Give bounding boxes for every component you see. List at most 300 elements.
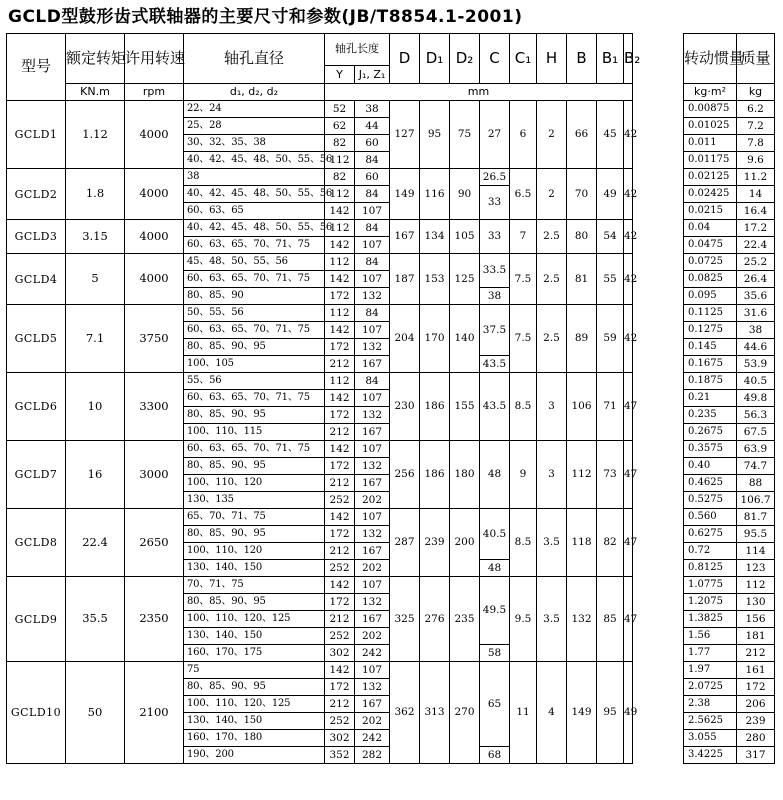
dim-D: 325 xyxy=(390,577,420,662)
spec-table xyxy=(6,33,775,764)
dim-D: 230 xyxy=(390,373,420,441)
dim-B2: 47 xyxy=(624,509,633,577)
column-gap xyxy=(633,526,684,543)
allowed-speed: 3000 xyxy=(125,441,184,509)
dim-D: 127 xyxy=(390,101,420,169)
column-gap xyxy=(633,237,684,254)
table-row xyxy=(7,220,775,237)
dim-B1: 85 xyxy=(597,577,624,662)
moment-of-inertia: 1.77 xyxy=(684,645,737,662)
length-Y: 142 xyxy=(325,237,355,254)
length-Y: 172 xyxy=(325,458,355,475)
length-Y: 172 xyxy=(325,339,355,356)
dim-D2: 155 xyxy=(450,373,480,441)
allowed-speed: 3300 xyxy=(125,373,184,441)
bore-diameters: 38 xyxy=(184,169,325,186)
header-D: D xyxy=(390,34,420,84)
length-Y: 112 xyxy=(325,220,355,237)
dim-H: 2.5 xyxy=(537,305,567,373)
bore-diameters: 60、63、65、70、71、75 xyxy=(184,322,325,339)
dim-B: 70 xyxy=(567,169,597,220)
header-speed-unit: rpm xyxy=(125,84,184,101)
dim-B2: 47 xyxy=(624,441,633,509)
bore-diameters: 40、42、45、48、50、55、56 xyxy=(184,186,325,203)
rated-torque: 50 xyxy=(66,662,125,764)
column-gap xyxy=(633,152,684,169)
model-name: GCLD9 xyxy=(7,577,66,662)
bore-diameters: 60、63、65 xyxy=(184,203,325,220)
moment-of-inertia: 0.0215 xyxy=(684,203,737,220)
dim-D1: 186 xyxy=(420,441,450,509)
dim-B2: 42 xyxy=(624,169,633,220)
bore-diameters: 130、140、150 xyxy=(184,628,325,645)
bore-diameters: 160、170、175 xyxy=(184,645,325,662)
moment-of-inertia: 0.145 xyxy=(684,339,737,356)
dim-B1: 59 xyxy=(597,305,624,373)
dim-D2: 75 xyxy=(450,101,480,169)
dim-C: 48 xyxy=(480,441,510,509)
length-J1Z1: 242 xyxy=(355,645,390,662)
dim-D1: 95 xyxy=(420,101,450,169)
model-name: GCLD7 xyxy=(7,441,66,509)
moment-of-inertia: 0.02125 xyxy=(684,169,737,186)
length-J1Z1: 132 xyxy=(355,288,390,305)
length-Y: 172 xyxy=(325,679,355,696)
moment-of-inertia: 0.0825 xyxy=(684,271,737,288)
column-gap xyxy=(633,424,684,441)
mass: 172 xyxy=(737,679,775,696)
header-C1: C₁ xyxy=(510,34,537,84)
bore-diameters: 60、63、65、70、71、75 xyxy=(184,441,325,458)
column-gap xyxy=(633,628,684,645)
dim-D: 287 xyxy=(390,509,420,577)
length-Y: 82 xyxy=(325,135,355,152)
dim-D: 149 xyxy=(390,169,420,220)
length-J1Z1: 242 xyxy=(355,730,390,747)
dim-B: 106 xyxy=(567,373,597,441)
length-Y: 82 xyxy=(325,169,355,186)
mass: 49.8 xyxy=(737,390,775,407)
mass: 81.7 xyxy=(737,509,775,526)
dim-C1: 6.5 xyxy=(510,169,537,220)
mass: 6.2 xyxy=(737,101,775,118)
moment-of-inertia: 0.21 xyxy=(684,390,737,407)
length-Y: 212 xyxy=(325,611,355,628)
length-Y: 172 xyxy=(325,594,355,611)
length-Y: 112 xyxy=(325,186,355,203)
model-name: GCLD2 xyxy=(7,169,66,220)
length-Y: 172 xyxy=(325,288,355,305)
rated-torque: 22.4 xyxy=(66,509,125,577)
dim-D: 256 xyxy=(390,441,420,509)
length-J1Z1: 84 xyxy=(355,152,390,169)
dim-B2: 49 xyxy=(624,662,633,764)
column-gap xyxy=(633,118,684,135)
header-model: 型号 xyxy=(7,34,66,101)
dim-D: 204 xyxy=(390,305,420,373)
dim-C1: 9 xyxy=(510,441,537,509)
dim-B1: 82 xyxy=(597,509,624,577)
moment-of-inertia: 1.3825 xyxy=(684,611,737,628)
bore-diameters: 100、110、120 xyxy=(184,543,325,560)
length-Y: 112 xyxy=(325,254,355,271)
dim-D2: 105 xyxy=(450,220,480,254)
mass: 56.3 xyxy=(737,407,775,424)
header-Y: Y xyxy=(325,66,355,84)
column-gap xyxy=(633,645,684,662)
length-J1Z1: 132 xyxy=(355,594,390,611)
dim-H: 2 xyxy=(537,169,567,220)
mass: 212 xyxy=(737,645,775,662)
length-Y: 62 xyxy=(325,118,355,135)
length-J1Z1: 132 xyxy=(355,339,390,356)
allowed-speed: 4000 xyxy=(125,101,184,169)
dim-D1: 134 xyxy=(420,220,450,254)
column-gap xyxy=(633,713,684,730)
model-name: GCLD6 xyxy=(7,373,66,441)
mass: 7.2 xyxy=(737,118,775,135)
allowed-speed: 4000 xyxy=(125,169,184,220)
rated-torque: 1.12 xyxy=(66,101,125,169)
column-gap xyxy=(633,135,684,152)
length-J1Z1: 107 xyxy=(355,662,390,679)
dim-B1: 55 xyxy=(597,254,624,305)
bore-diameters: 40、42、45、48、50、55、56 xyxy=(184,220,325,237)
length-Y: 142 xyxy=(325,662,355,679)
length-Y: 142 xyxy=(325,271,355,288)
moment-of-inertia: 0.011 xyxy=(684,135,737,152)
header-bore: 轴孔直径 xyxy=(184,34,325,84)
bore-diameters: 40、42、45、48、50、55、56 xyxy=(184,152,325,169)
dim-C: 43.5 xyxy=(480,356,510,373)
dim-C: 33 xyxy=(480,186,510,220)
dim-C1: 7.5 xyxy=(510,254,537,305)
dim-D2: 235 xyxy=(450,577,480,662)
length-J1Z1: 167 xyxy=(355,543,390,560)
dim-B1: 95 xyxy=(597,662,624,764)
mass: 44.6 xyxy=(737,339,775,356)
dim-B2: 42 xyxy=(624,254,633,305)
moment-of-inertia: 0.01175 xyxy=(684,152,737,169)
moment-of-inertia: 0.095 xyxy=(684,288,737,305)
column-gap xyxy=(633,254,684,271)
length-J1Z1: 132 xyxy=(355,679,390,696)
length-Y: 142 xyxy=(325,322,355,339)
column-gap xyxy=(633,322,684,339)
dim-C: 27 xyxy=(480,101,510,169)
moment-of-inertia: 1.2075 xyxy=(684,594,737,611)
mass: 280 xyxy=(737,730,775,747)
column-gap xyxy=(633,679,684,696)
length-J1Z1: 167 xyxy=(355,475,390,492)
moment-of-inertia: 3.4225 xyxy=(684,747,737,764)
length-Y: 302 xyxy=(325,730,355,747)
dim-B2: 47 xyxy=(624,373,633,441)
header-D1: D₁ xyxy=(420,34,450,84)
length-J1Z1: 167 xyxy=(355,696,390,713)
bore-diameters: 22、24 xyxy=(184,101,325,118)
moment-of-inertia: 0.04 xyxy=(684,220,737,237)
dim-C: 37.5 xyxy=(480,305,510,356)
dim-D2: 270 xyxy=(450,662,480,764)
rated-torque: 5 xyxy=(66,254,125,305)
header-speed: 许用转速 xyxy=(125,34,184,84)
allowed-speed: 2650 xyxy=(125,509,184,577)
length-J1Z1: 132 xyxy=(355,407,390,424)
mass: 22.4 xyxy=(737,237,775,254)
bore-diameters: 80、85、90、95 xyxy=(184,526,325,543)
length-J1Z1: 167 xyxy=(355,424,390,441)
table-row xyxy=(7,577,775,594)
length-J1Z1: 84 xyxy=(355,186,390,203)
bore-diameters: 100、105 xyxy=(184,356,325,373)
moment-of-inertia: 0.1125 xyxy=(684,305,737,322)
dim-B1: 71 xyxy=(597,373,624,441)
column-gap xyxy=(633,407,684,424)
mass: 88 xyxy=(737,475,775,492)
mass: 53.9 xyxy=(737,356,775,373)
length-Y: 212 xyxy=(325,424,355,441)
length-J1Z1: 84 xyxy=(355,373,390,390)
dim-D1: 313 xyxy=(420,662,450,764)
column-gap xyxy=(633,475,684,492)
mass: 95.5 xyxy=(737,526,775,543)
column-gap xyxy=(633,730,684,747)
bore-diameters: 50、55、56 xyxy=(184,305,325,322)
model-name: GCLD3 xyxy=(7,220,66,254)
dim-C: 68 xyxy=(480,747,510,764)
bore-diameters: 80、85、90、95 xyxy=(184,339,325,356)
length-Y: 252 xyxy=(325,713,355,730)
length-Y: 252 xyxy=(325,492,355,509)
dim-C1: 6 xyxy=(510,101,537,169)
model-name: GCLD5 xyxy=(7,305,66,373)
header-inertia: 转动惯量 xyxy=(684,34,737,84)
spec-table-container xyxy=(6,33,775,764)
length-J1Z1: 44 xyxy=(355,118,390,135)
moment-of-inertia: 0.3575 xyxy=(684,441,737,458)
dim-B2: 47 xyxy=(624,577,633,662)
allowed-speed: 2350 xyxy=(125,577,184,662)
dim-C: 33 xyxy=(480,220,510,254)
dim-D1: 276 xyxy=(420,577,450,662)
moment-of-inertia: 0.0475 xyxy=(684,237,737,254)
dim-H: 3.5 xyxy=(537,577,567,662)
dim-B: 149 xyxy=(567,662,597,764)
bore-diameters: 100、110、115 xyxy=(184,424,325,441)
column-gap xyxy=(633,271,684,288)
table-row xyxy=(7,509,775,526)
moment-of-inertia: 0.235 xyxy=(684,407,737,424)
dim-B2: 42 xyxy=(624,101,633,169)
dim-B: 81 xyxy=(567,254,597,305)
table-row xyxy=(7,254,775,271)
page-title: GCLD型鼓形齿式联轴器的主要尺寸和参数(JB/T8854.1-2001) xyxy=(8,7,523,27)
dim-H: 2 xyxy=(537,101,567,169)
column-gap xyxy=(633,492,684,509)
moment-of-inertia: 0.1275 xyxy=(684,322,737,339)
bore-diameters: 80、85、90、95 xyxy=(184,407,325,424)
header-bore-length: 轴孔长度 xyxy=(325,34,390,66)
bore-diameters: 130、140、150 xyxy=(184,713,325,730)
bore-diameters: 100、110、120 xyxy=(184,475,325,492)
length-J1Z1: 38 xyxy=(355,101,390,118)
length-Y: 112 xyxy=(325,373,355,390)
header-gap xyxy=(633,34,684,101)
dim-C: 49.5 xyxy=(480,577,510,645)
header-C: C xyxy=(480,34,510,84)
dim-D2: 180 xyxy=(450,441,480,509)
dim-D2: 200 xyxy=(450,509,480,577)
header-mass: 质量 xyxy=(737,34,775,84)
length-J1Z1: 84 xyxy=(355,305,390,322)
bore-diameters: 25、28 xyxy=(184,118,325,135)
column-gap xyxy=(633,169,684,186)
column-gap xyxy=(633,747,684,764)
length-J1Z1: 107 xyxy=(355,509,390,526)
dim-D1: 239 xyxy=(420,509,450,577)
bore-diameters: 130、135 xyxy=(184,492,325,509)
length-Y: 302 xyxy=(325,645,355,662)
dim-B2: 42 xyxy=(624,305,633,373)
dim-B: 80 xyxy=(567,220,597,254)
dim-D: 167 xyxy=(390,220,420,254)
length-J1Z1: 107 xyxy=(355,577,390,594)
column-gap xyxy=(633,390,684,407)
table-row xyxy=(7,373,775,390)
dim-D1: 170 xyxy=(420,305,450,373)
rated-torque: 16 xyxy=(66,441,125,509)
length-Y: 112 xyxy=(325,152,355,169)
length-J1Z1: 107 xyxy=(355,441,390,458)
moment-of-inertia: 0.40 xyxy=(684,458,737,475)
column-gap xyxy=(633,203,684,220)
bore-diameters: 55、56 xyxy=(184,373,325,390)
dim-H: 2.5 xyxy=(537,254,567,305)
dim-C1: 7.5 xyxy=(510,305,537,373)
dim-C: 65 xyxy=(480,662,510,747)
mass: 63.9 xyxy=(737,441,775,458)
length-Y: 142 xyxy=(325,509,355,526)
column-gap xyxy=(633,356,684,373)
header-mass-unit: kg xyxy=(737,84,775,101)
length-Y: 212 xyxy=(325,356,355,373)
moment-of-inertia: 0.5275 xyxy=(684,492,737,509)
dim-B2: 42 xyxy=(624,220,633,254)
length-Y: 212 xyxy=(325,696,355,713)
bore-diameters: 60、63、65、70、71、75 xyxy=(184,271,325,288)
length-J1Z1: 167 xyxy=(355,356,390,373)
dim-B: 132 xyxy=(567,577,597,662)
model-name: GCLD10 xyxy=(7,662,66,764)
dim-C1: 8.5 xyxy=(510,509,537,577)
dim-H: 4 xyxy=(537,662,567,764)
length-J1Z1: 202 xyxy=(355,492,390,509)
mass: 106.7 xyxy=(737,492,775,509)
header-B: B xyxy=(567,34,597,84)
mass: 38 xyxy=(737,322,775,339)
moment-of-inertia: 0.4625 xyxy=(684,475,737,492)
header-inertia-unit: kg·m² xyxy=(684,84,737,101)
dim-C1: 8.5 xyxy=(510,373,537,441)
length-J1Z1: 107 xyxy=(355,322,390,339)
mass: 161 xyxy=(737,662,775,679)
dim-D1: 153 xyxy=(420,254,450,305)
dim-B: 66 xyxy=(567,101,597,169)
column-gap xyxy=(633,577,684,594)
bore-diameters: 80、85、90 xyxy=(184,288,325,305)
moment-of-inertia: 0.560 xyxy=(684,509,737,526)
moment-of-inertia: 1.56 xyxy=(684,628,737,645)
length-Y: 352 xyxy=(325,747,355,764)
length-J1Z1: 167 xyxy=(355,611,390,628)
mass: 114 xyxy=(737,543,775,560)
header-B2: B₂ xyxy=(624,34,633,84)
spec-table-body xyxy=(7,101,775,764)
dim-H: 3 xyxy=(537,373,567,441)
moment-of-inertia: 2.5625 xyxy=(684,713,737,730)
bore-diameters: 60、63、65、70、71、75 xyxy=(184,237,325,254)
moment-of-inertia: 0.72 xyxy=(684,543,737,560)
header-B1: B₁ xyxy=(597,34,624,84)
table-row xyxy=(7,305,775,322)
length-J1Z1: 282 xyxy=(355,747,390,764)
dim-D: 187 xyxy=(390,254,420,305)
model-name: GCLD8 xyxy=(7,509,66,577)
length-J1Z1: 107 xyxy=(355,203,390,220)
column-gap xyxy=(633,594,684,611)
dim-C: 48 xyxy=(480,560,510,577)
column-gap xyxy=(633,611,684,628)
bore-diameters: 45、48、50、55、56 xyxy=(184,254,325,271)
allowed-speed: 4000 xyxy=(125,220,184,254)
table-row xyxy=(7,101,775,118)
table-row xyxy=(7,441,775,458)
length-Y: 172 xyxy=(325,407,355,424)
bore-diameters: 30、32、35、38 xyxy=(184,135,325,152)
moment-of-inertia: 0.00875 xyxy=(684,101,737,118)
length-Y: 172 xyxy=(325,526,355,543)
moment-of-inertia: 1.97 xyxy=(684,662,737,679)
dim-B: 89 xyxy=(567,305,597,373)
dim-D: 362 xyxy=(390,662,420,764)
mass: 67.5 xyxy=(737,424,775,441)
rated-torque: 7.1 xyxy=(66,305,125,373)
bore-diameters: 100、110、120、125 xyxy=(184,696,325,713)
length-Y: 252 xyxy=(325,628,355,645)
dim-B1: 45 xyxy=(597,101,624,169)
length-J1Z1: 202 xyxy=(355,628,390,645)
moment-of-inertia: 2.0725 xyxy=(684,679,737,696)
header-mm-unit: mm xyxy=(325,84,633,101)
allowed-speed: 4000 xyxy=(125,254,184,305)
column-gap xyxy=(633,220,684,237)
allowed-speed: 2100 xyxy=(125,662,184,764)
length-J1Z1: 132 xyxy=(355,526,390,543)
moment-of-inertia: 0.1875 xyxy=(684,373,737,390)
mass: 17.2 xyxy=(737,220,775,237)
dim-C: 38 xyxy=(480,288,510,305)
bore-diameters: 190、200 xyxy=(184,747,325,764)
moment-of-inertia: 0.02425 xyxy=(684,186,737,203)
bore-diameters: 130、140、150 xyxy=(184,560,325,577)
mass: 11.2 xyxy=(737,169,775,186)
length-J1Z1: 84 xyxy=(355,220,390,237)
bore-diameters: 80、85、90、95 xyxy=(184,679,325,696)
dim-B1: 49 xyxy=(597,169,624,220)
column-gap xyxy=(633,373,684,390)
length-Y: 142 xyxy=(325,441,355,458)
